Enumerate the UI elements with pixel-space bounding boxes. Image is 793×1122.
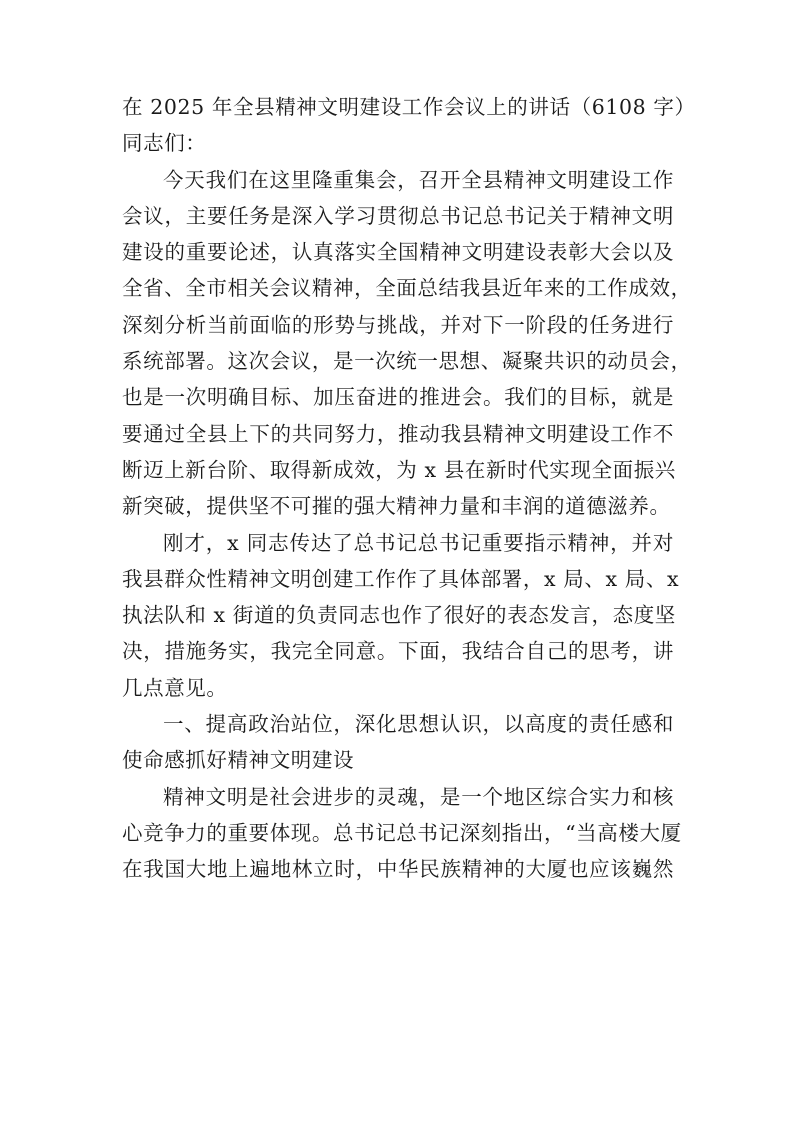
text-line: 全省、全市相关会议精神，全面总结我县近年来的工作成效， <box>122 276 692 301</box>
document-title: 在 2025 年全县精神文明建设工作会议上的讲话（6108 字） <box>122 95 696 119</box>
text-line: 决，措施务实，我完全同意。下面，我结合自己的思考，讲 <box>122 639 674 664</box>
text-line: 深刻分析当前面临的形势与挑战，并对下一阶段的任务进行 <box>122 312 674 337</box>
text-line: 在我国大地上遍地林立时，中华民族精神的大厦也应该巍然 <box>122 857 674 882</box>
text-line: 会议，主要任务是深入学习贯彻总书记总书记关于精神文明 <box>122 203 674 228</box>
text-line: 心竞争力的重要体现。总书记总书记深刻指出，“当高楼大厦 <box>122 820 682 845</box>
text-line: 同志们： <box>122 131 207 156</box>
text-line: 使命感抓好精神文明建设 <box>122 748 355 773</box>
text-line: 刚才，x 同志传达了总书记总书记重要指示精神，并对 <box>163 530 674 555</box>
text-line: 几点意见。 <box>122 675 228 700</box>
speech-text <box>122 89 696 888</box>
text-line: 系统部署。这次会议，是一次统一思想、凝聚共识的动员会， <box>122 349 692 374</box>
text-line: 精神文明是社会进步的灵魂，是一个地区综合实力和核 <box>163 784 674 809</box>
text-line: 断迈上新台阶、取得新成效，为 x 县在新时代实现全面振兴 <box>122 457 676 482</box>
text-line: 今天我们在这里隆重集会，召开全县精神文明建设工作 <box>163 167 674 192</box>
text-line: 也是一次明确目标、加压奋进的推进会。我们的目标，就是 <box>122 385 674 410</box>
text-line: 一、提高政治站位，深化思想认识，以高度的责任感和 <box>163 712 674 737</box>
text-line: 我县群众性精神文明创建工作作了具体部署，x 局、x 局、x <box>122 566 680 591</box>
text-line: 建设的重要论述，认真落实全国精神文明建设表彰大会以及 <box>122 240 674 265</box>
text-line: 要通过全县上下的共同努力，推动我县精神文明建设工作不 <box>122 421 674 446</box>
text-line: 新突破，提供坚不可摧的强大精神力量和丰润的道德滋养。 <box>122 494 671 519</box>
text-line: 执法队和 x 街道的负责同志也作了很好的表态发言，态度坚 <box>122 603 676 628</box>
